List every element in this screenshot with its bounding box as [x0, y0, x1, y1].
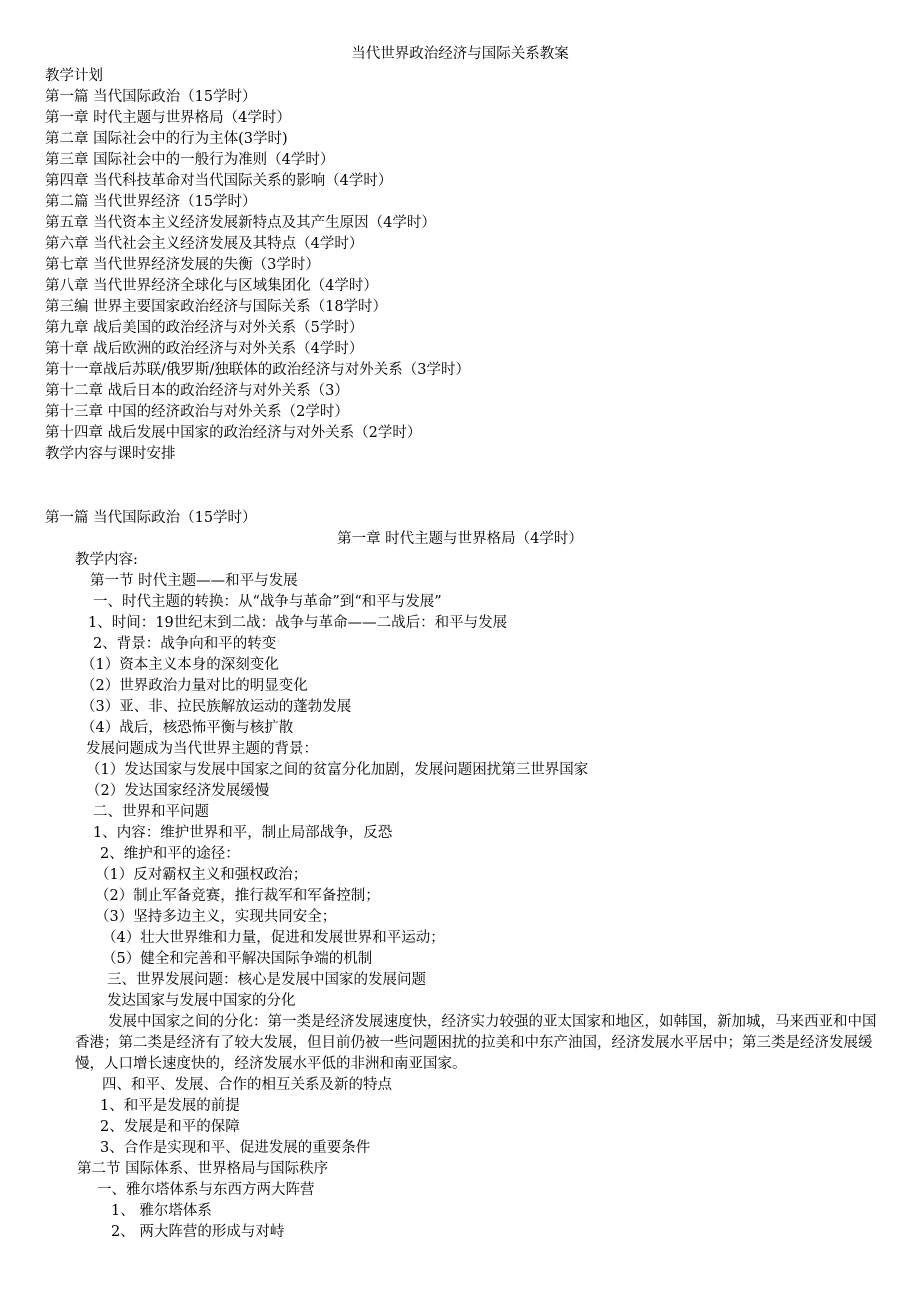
- body-line: 2、背景：战争向和平的转变: [93, 636, 277, 652]
- plan-item: 第十一章战后苏联/俄罗斯/独联体的政治经济与对外关系（3学时）: [45, 362, 470, 378]
- body-line: （3）亚、非、拉民族解放运动的蓬勃发展: [81, 699, 352, 715]
- plan-item: 第十章 战后欧洲的政治经济与对外关系（4学时）: [45, 341, 364, 357]
- body-line: 1、和平是发展的前提: [100, 1098, 240, 1114]
- body-line: 发达国家与发展中国家的分化: [107, 993, 296, 1009]
- plan-item: 第八章 当代世界经济全球化与区域集团化（4学时）: [45, 278, 378, 294]
- plan-item: 第二篇 当代世界经济（15学时）: [45, 194, 257, 210]
- plan-item: 第二章 国际社会中的行为主体(3学时): [45, 131, 288, 147]
- content-heading: 教学内容与课时安排: [45, 446, 176, 462]
- body-line: （1）反对霸权主义和强权政治；: [95, 867, 308, 883]
- body-line: 2、维护和平的途径：: [100, 846, 240, 862]
- body-line: 2、发展是和平的保障: [100, 1119, 240, 1135]
- plan-item: 第五章 当代资本主义经济发展新特点及其产生原因（4学时）: [45, 215, 436, 231]
- plan-heading: 教学计划: [45, 68, 103, 84]
- part-heading: 第一篇 当代国际政治（15学时）: [45, 510, 257, 526]
- body-line: 教学内容:: [75, 552, 138, 568]
- plan-item: 第十三章 中国的经济政治与对外关系（2学时）: [45, 404, 349, 420]
- body-line: 1、时间：19世纪末到二战：战争与革命——二战后：和平与发展: [88, 615, 508, 631]
- section-heading: 第二节 国际体系、世界格局与国际秩序: [77, 1161, 329, 1177]
- body-line: 2、 两大阵营的形成与对峙: [111, 1224, 285, 1240]
- plan-item: 第三章 国际社会中的一般行为准则（4学时）: [45, 152, 335, 168]
- body-line: 四、和平、发展、合作的相互关系及新的特点: [102, 1077, 392, 1093]
- body-line: （1）发达国家与发展中国家之间的贫富分化加剧，发展问题困扰第三世界国家: [86, 762, 589, 778]
- plan-item: 第一篇 当代国际政治（15学时）: [45, 89, 257, 105]
- plan-item: 第十二章 战后日本的政治经济与对外关系（3）: [45, 383, 349, 399]
- plan-item: 第四章 当代科技革命对当代国际关系的影响（4学时）: [45, 173, 393, 189]
- body-line: （4）战后，核恐怖平衡与核扩散: [81, 720, 294, 736]
- body-line: （2）制止军备竞赛，推行裁军和军备控制；: [95, 888, 380, 904]
- body-line: 一、雅尔塔体系与东西方两大阵营: [97, 1182, 315, 1198]
- body-line: （4）壮大世界维和力量，促进和发展世界和平运动；: [102, 930, 445, 946]
- body-line: （1）资本主义本身的深刻变化: [81, 657, 279, 673]
- body-line: 发展问题成为当代世界主题的背景：: [86, 741, 318, 757]
- body-line: （3）坚持多边主义，实现共同安全；: [95, 909, 337, 925]
- plan-item: 第一章 时代主题与世界格局（4学时）: [45, 110, 291, 126]
- body-paragraph: 发展中国家之间的分化：第一类是经济发展速度快，经济实力较强的亚太国家和地区，如韩国，新加城，马来西亚和中国香港；第二类是经济有了较大发展，但目前仍被一些问题困扰的拉美和中东产油国，经济发展水平居中；第三类是经济发展缓慢，人口增长速度快的，经济发展水平低的非洲和南亚国家。: [75, 1014, 877, 1072]
- section-heading: 第一节 时代主题——和平与发展: [90, 573, 298, 589]
- body-line: 一、时代主题的转换：从“战争与革命”到“和平与发展”: [93, 594, 442, 610]
- plan-item: 第九章 战后美国的政治经济与对外关系（5学时）: [45, 320, 364, 336]
- body-line: （5）健全和完善和平解决国际争端的机制: [102, 951, 373, 967]
- plan-item: 第七章 当代世界经济发展的失衡（3学时）: [45, 257, 320, 273]
- plan-item: 第六章 当代社会主义经济发展及其特点（4学时）: [45, 236, 364, 252]
- body-line: 3、合作是实现和平、促进发展的重要条件: [100, 1140, 371, 1156]
- body-line: 1、内容：维护世界和平，制止局部战争，反恐: [93, 825, 393, 841]
- body-line: 1、 雅尔塔体系: [111, 1203, 212, 1219]
- body-line: （2）世界政治力量对比的明显变化: [81, 678, 308, 694]
- body-line: 二、世界和平问题: [93, 804, 209, 820]
- plan-item: 第十四章 战后发展中国家的政治经济与对外关系（2学时）: [45, 425, 422, 441]
- body-line: （2）发达国家经济发展缓慢: [86, 783, 270, 799]
- plan-item: 第三编 世界主要国家政治经济与国际关系（18学时）: [45, 299, 388, 315]
- chapter-heading: 第一章 时代主题与世界格局（4学时）: [337, 531, 583, 547]
- document-title: 当代世界政治经济与国际关系教案: [351, 46, 569, 62]
- body-line: 三、世界发展问题：核心是发展中国家的发展问题: [107, 972, 426, 988]
